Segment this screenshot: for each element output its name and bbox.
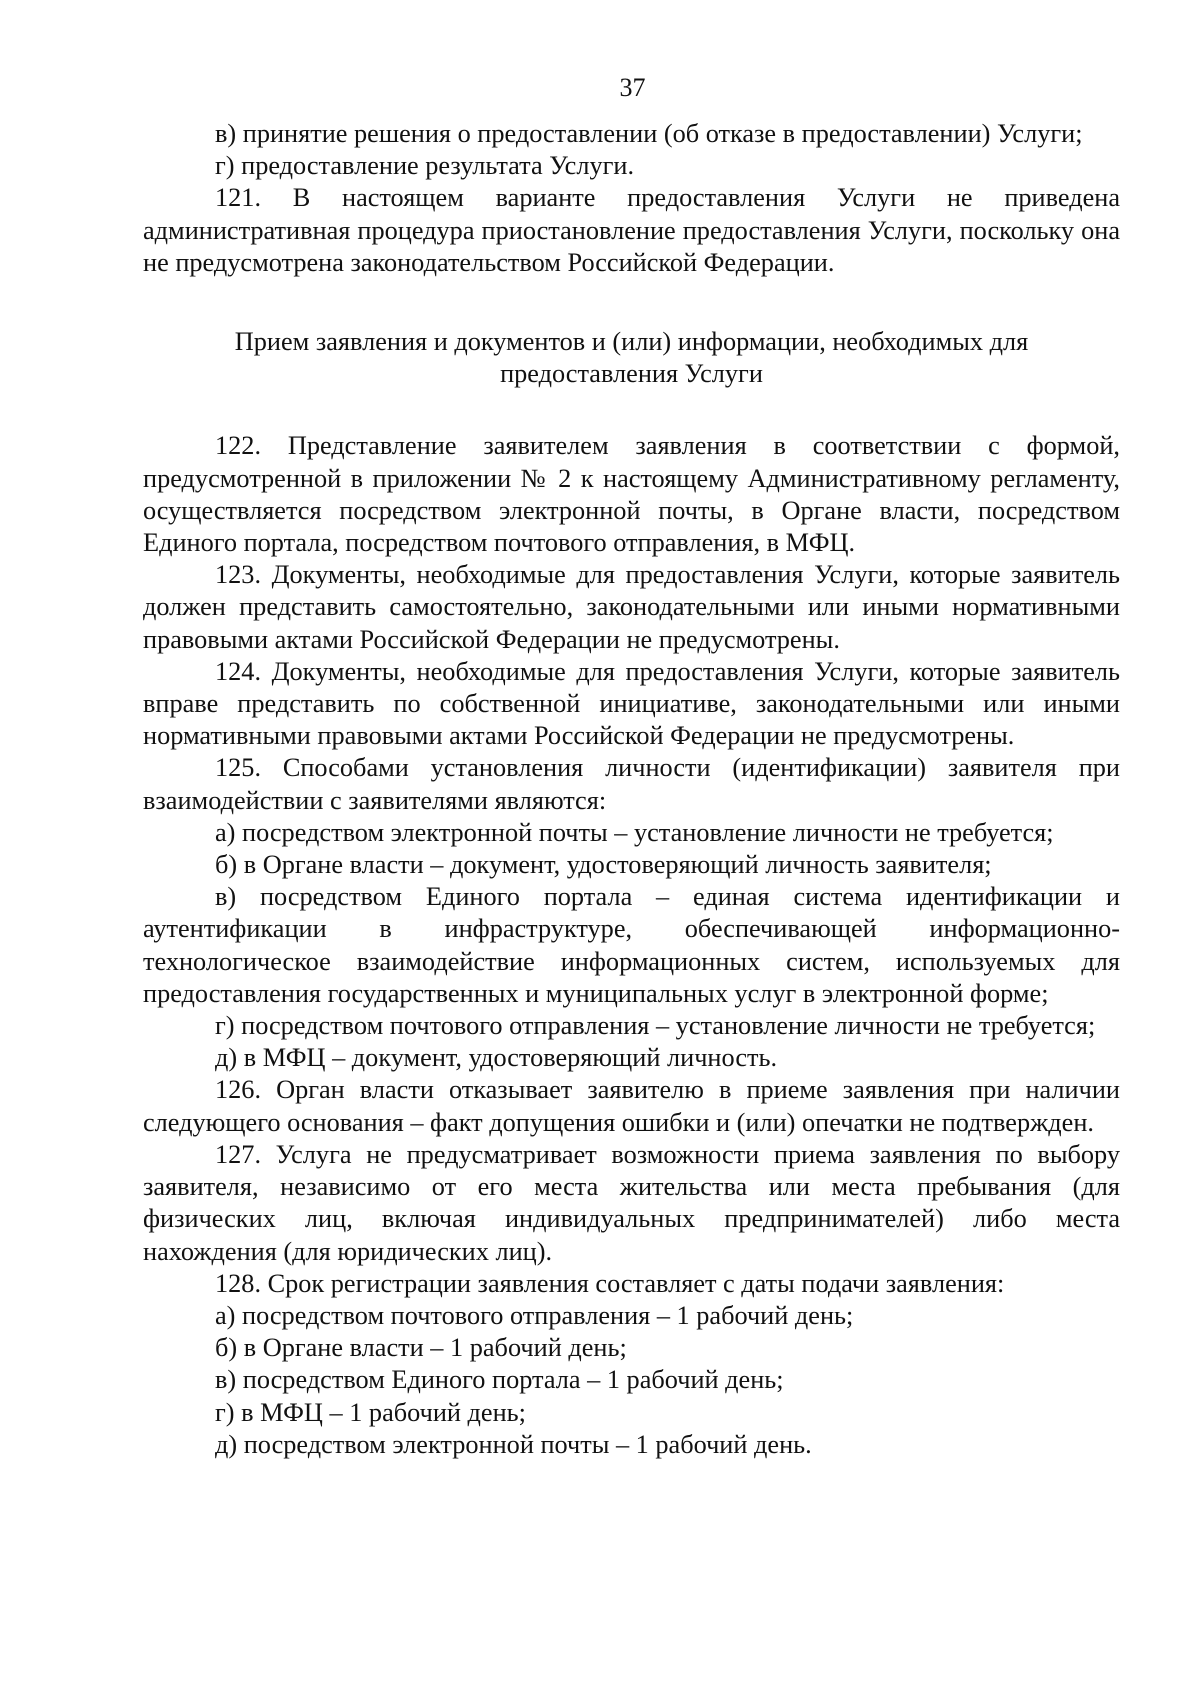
paragraph-128-v: в) посредством Единого портала – 1 рабочий день; [215,1365,784,1395]
section-heading: Прием заявления и документов и (или) информации, необходимых для предоставления Услуги [234,327,1029,389]
paragraph-124: 124. Документы, необходимые для предоставления Услуги, которые заявитель вправе представить по собственной инициативе, законодательными или иными нормативными правовыми актами Российской Федерации не предусмотрены. [143,656,1120,751]
paragraph-121: 121. В настоящем варианте предоставления Услуги не приведена административная процедура приостановление предоставления Услуги, поскольку она не предусмотрена законодательством Российской Федерации. [143,183,1120,277]
paragraph-126: 126. Орган власти отказывает заявителю в приеме заявления при наличии следующего основания – факт допущения ошибки и (или) опечатки не подтвержден. [143,1075,1120,1137]
paragraph-125-g: г) посредством почтового отправления – установление личности не требуется; [215,1011,1096,1041]
paragraph-128-d: д) посредством электронной почты – 1 рабочий день. [215,1429,812,1459]
paragraph-item-g: г) предоставление результата Услуги. [215,151,635,181]
paragraph-128-b: б) в Органе власти – 1 рабочий день; [215,1333,627,1363]
paragraph-item-v: в) принятие решения о предоставлении (об отказе в предоставлении) Услуги; [215,119,1083,148]
paragraph-123: 123. Документы, необходимые для предоставления Услуги, которые заявитель должен представить самостоятельно, законодательными или иными нормативными правовыми актами Российской Федерации не предусмотрены. [143,560,1120,654]
paragraph-128-a: а) посредством почтового отправления – 1 рабочий день; [215,1300,854,1330]
paragraph-122: 122. Представление заявителем заявления в соответствии с формой, предусмотренной в приложении № 2 к настоящему Административному регламенту, осуществляется посредством электронной почты, в Органе власти, посредством Единого портала, посредством почтового отправления, в МФЦ. [143,431,1120,558]
page-number: 37 [619,73,646,102]
paragraph-125-v: в) посредством Единого портала – единая система идентификации и аутентификации в инфраструктуре, обеспечивающей информационно-технологическое взаимодействие информационных систем, используемых для предоставления государственных и муниципальных услуг в электронной форме; [143,882,1120,1008]
paragraph-128: 128. Срок регистрации заявления составляет с даты подачи заявления: [215,1268,1005,1298]
paragraph-127: 127. Услуга не предусматривает возможности приема заявления по выбору заявителя, независимо от его места жительства или места пребывания (для физических лиц, включая индивидуальных предпринимателей) либо места нахождения (для юридических лиц). [143,1139,1120,1266]
paragraph-125-a: а) посредством электронной почты – установление личности не требуется; [215,817,1054,847]
paragraph-128-g: г) в МФЦ – 1 рабочий день; [215,1397,526,1427]
paragraph-125-b: б) в Органе власти – документ, удостоверяющий личность заявителя; [215,850,992,880]
paragraph-125-d: д) в МФЦ – документ, удостоверяющий личность. [215,1043,778,1073]
paragraph-125: 125. Способами установления личности (идентификации) заявителя при взаимодействии с заявителями являются: [143,753,1120,815]
document-body [143,118,1120,1461]
